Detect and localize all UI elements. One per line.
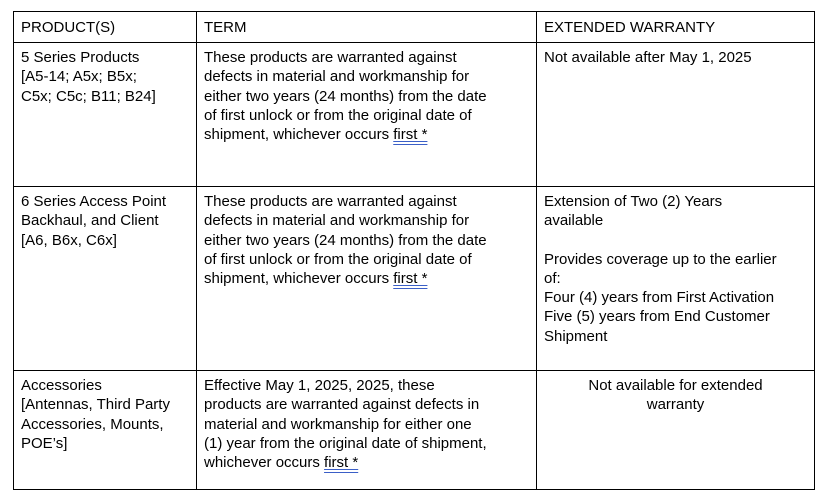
first-footnote-link[interactable]: first * xyxy=(393,270,428,288)
term-cell xyxy=(197,43,537,187)
product-cell xyxy=(14,187,197,371)
warranty-table xyxy=(13,11,815,490)
header-row xyxy=(14,12,815,43)
product-line: 6 Series Access Point xyxy=(21,193,167,210)
extended-cell xyxy=(537,371,815,490)
product-line: Accessories, Mounts, xyxy=(21,415,164,433)
product-line: [A6, B6x, C6x] xyxy=(21,231,117,249)
term-line: defects in material and workmanship for xyxy=(204,68,470,86)
product-line: C5x; C5c; B11; B24] xyxy=(21,87,156,105)
term-line: defects in material and workmanship for xyxy=(204,212,470,230)
term-line: These products are warranted against xyxy=(204,193,457,210)
table-row xyxy=(14,371,815,490)
extended-line: Five (5) years from End Customer xyxy=(544,308,770,326)
extended-line: Not available after May 1, 2025 xyxy=(544,49,752,66)
term-text: shipment, whichever occurs xyxy=(204,270,394,288)
paragraph-gap xyxy=(544,231,807,250)
extended-line: Provides coverage up to the earlier xyxy=(544,250,777,268)
term-line: (1) year from the original date of shipment, xyxy=(204,434,487,452)
product-line: 5 Series Products xyxy=(21,49,140,66)
product-cell xyxy=(14,371,197,490)
term-line-last xyxy=(204,453,529,472)
term-line: products are warranted against defects in xyxy=(204,396,480,414)
first-footnote-link[interactable]: first * xyxy=(393,126,428,144)
first-footnote-link[interactable]: first * xyxy=(324,454,359,472)
product-line: Accessories xyxy=(21,377,102,394)
term-line: of first unlock or from the original date of xyxy=(204,250,472,268)
extended-line: of: xyxy=(544,269,561,287)
term-line: either two years (24 months) from the date xyxy=(204,87,487,105)
extended-cell xyxy=(537,43,815,187)
product-line: [A5-14; A5x; B5x; xyxy=(21,68,137,86)
term-line: These products are warranted against xyxy=(204,49,457,66)
table-row xyxy=(14,187,815,371)
term-text: whichever occurs xyxy=(204,454,325,472)
term-line: either two years (24 months) from the date xyxy=(204,231,487,249)
extended-line: Shipment xyxy=(544,327,608,345)
extended-line: Not available for extended xyxy=(588,377,763,394)
header-extended-warranty: EXTENDED WARRANTY xyxy=(537,12,815,43)
product-cell xyxy=(14,43,197,187)
header-term: TERM xyxy=(197,12,537,43)
extended-line: Extension of Two (2) Years xyxy=(544,193,723,210)
extended-line: Four (4) years from First Activation xyxy=(544,289,775,307)
product-line: [Antennas, Third Party xyxy=(21,396,170,414)
term-cell xyxy=(197,371,537,490)
term-line: material and workmanship for either one xyxy=(204,415,472,433)
product-line: Backhaul, and Client xyxy=(21,212,159,230)
extended-line: warranty xyxy=(646,396,705,414)
term-cell xyxy=(197,187,537,371)
table-row xyxy=(14,43,815,187)
term-line: of first unlock or from the original date of xyxy=(204,106,472,124)
term-line-last xyxy=(204,125,529,144)
term-line-last xyxy=(204,269,529,288)
term-text: shipment, whichever occurs xyxy=(204,126,394,144)
header-products: PRODUCT(S) xyxy=(14,12,197,43)
product-line: POE’s] xyxy=(21,434,68,452)
term-line: Effective May 1, 2025, 2025, these xyxy=(204,377,435,394)
extended-cell xyxy=(537,187,815,371)
extended-line: available xyxy=(544,212,604,230)
